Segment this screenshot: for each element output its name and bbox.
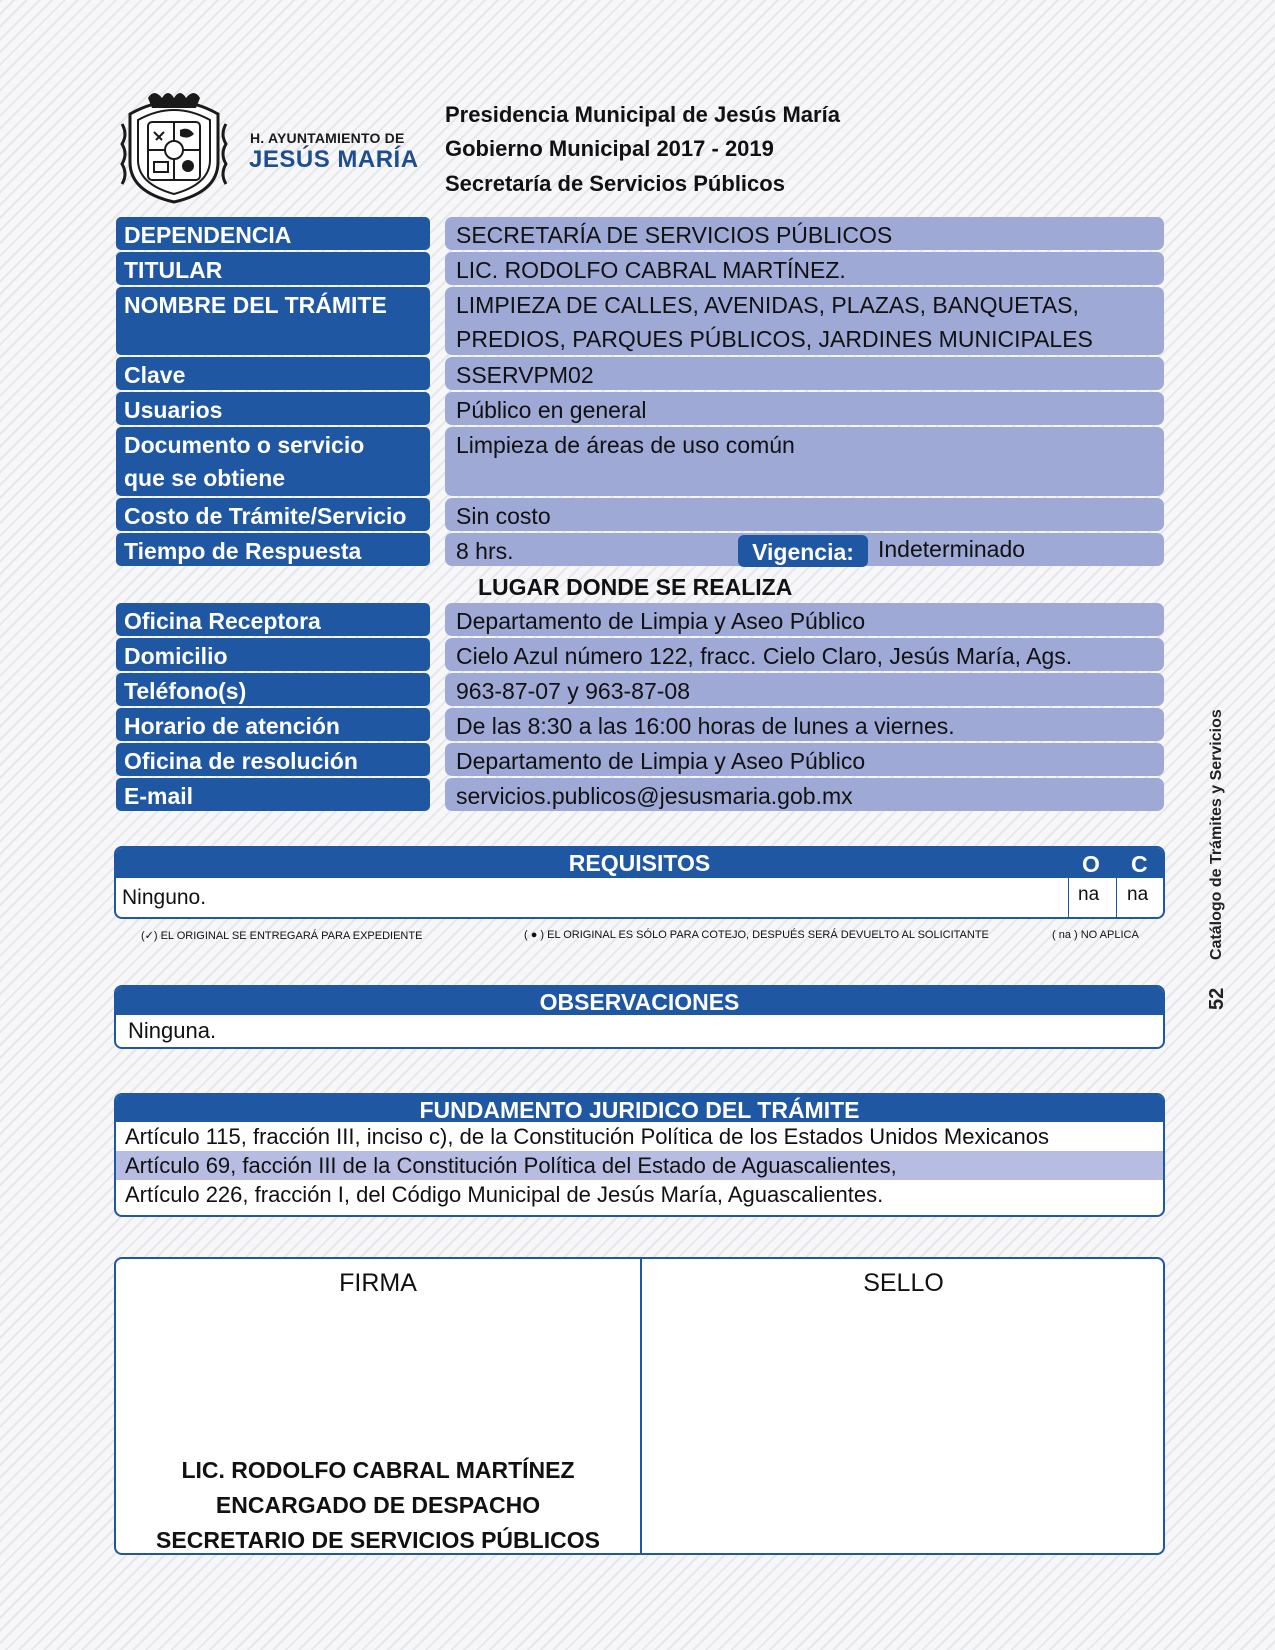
- requisitos-header: [116, 848, 1163, 878]
- value-dependencia: SECRETARÍA DE SERVICIOS PÚBLICOS: [445, 217, 1164, 250]
- header-presidencia: Presidencia Municipal de Jesús María: [445, 102, 840, 127]
- firma-sello-box: [114, 1257, 1165, 1555]
- label-clave: Clave: [116, 357, 430, 390]
- requisitos-title: REQUISITOS: [568, 850, 711, 876]
- label-documento-line1: Documento o servicio: [124, 432, 365, 458]
- value-oficina-receptora: Departamento de Limpia y Aseo Público: [445, 603, 1164, 636]
- label-domicilio: Domicilio: [116, 638, 430, 671]
- fundamento-title: FUNDAMENTO JURIDICO DEL TRÁMITE: [116, 1095, 1163, 1122]
- fundamento-row-3: Artículo 226, fracción I, del Código Municipal de Jesús María, Aguascalientes.: [125, 1182, 884, 1207]
- label-vigencia: Vigencia:: [738, 535, 868, 567]
- requisitos-item: Ninguno.: [122, 886, 207, 909]
- firma-sello-divider: [640, 1259, 642, 1555]
- note-no-aplica: ( na ) NO APLICA: [1052, 929, 1139, 941]
- page-number: 52: [1206, 987, 1228, 1010]
- value-horario: De las 8:30 a las 16:00 horas de lunes a viernes.: [445, 708, 1164, 741]
- value-domicilio: Cielo Azul número 122, fracc. Cielo Claro, Jesús María, Ags.: [445, 638, 1164, 671]
- label-titular: TITULAR: [116, 252, 430, 285]
- observaciones-box: [114, 985, 1165, 1049]
- value-telefono: 963-87-07 y 963-87-08: [445, 673, 1164, 706]
- value-oficina-resolucion: Departamento de Limpia y Aseo Público: [445, 743, 1164, 776]
- value-nombre-line1: LIMPIEZA DE CALLES, AVENIDAS, PLAZAS, BANQUETAS,: [456, 292, 1079, 318]
- header-secretaria: Secretaría de Servicios Públicos: [445, 171, 785, 196]
- requisitos-row: [116, 878, 1163, 919]
- lugar-title: LUGAR DONDE SE REALIZA: [478, 574, 793, 600]
- requisitos-col-c: C: [1131, 851, 1148, 877]
- requisitos-divider-c: [1116, 878, 1117, 919]
- label-usuarios: Usuarios: [116, 392, 430, 425]
- value-clave: SSERVPM02: [445, 357, 1164, 390]
- label-nombre-tramite: NOMBRE DEL TRÁMITE: [116, 287, 430, 355]
- firma-label: FIRMA: [339, 1269, 417, 1297]
- firma-signatory: [116, 1453, 640, 1555]
- requisitos-col-o: O: [1082, 851, 1100, 877]
- catalog-title: Catálogo de Trámites y Servicios: [1208, 709, 1225, 960]
- value-nombre-line2: PREDIOS, PARQUES PÚBLICOS, JARDINES MUNICIPALES: [456, 326, 1093, 352]
- value-usuarios: Público en general: [445, 392, 1164, 425]
- requisitos-divider-o: [1068, 878, 1069, 919]
- header-gobierno: Gobierno Municipal 2017 - 2019: [445, 136, 774, 161]
- value-titular: LIC. RODOLFO CABRAL MARTÍNEZ.: [445, 252, 1164, 285]
- label-email: E-mail: [116, 778, 430, 811]
- label-telefono: Teléfono(s): [116, 673, 430, 706]
- value-documento: Limpieza de áreas de uso común: [445, 427, 1164, 496]
- signatory-role-2: SECRETARIO DE SERVICIOS PÚBLICOS: [156, 1527, 600, 1553]
- requisitos-c-value: na: [1127, 884, 1149, 905]
- label-oficina-resolucion: Oficina de resolución: [116, 743, 430, 776]
- requisitos-o-value: na: [1078, 884, 1100, 905]
- logo-name: JESÚS MARÍA: [249, 146, 419, 173]
- label-tiempo-respuesta: Tiempo de Respuesta: [116, 533, 430, 566]
- value-tiempo-respuesta: 8 hrs.: [445, 533, 1164, 566]
- signatory-name: LIC. RODOLFO CABRAL MARTÍNEZ: [181, 1457, 575, 1483]
- sello-label: SELLO: [863, 1269, 944, 1297]
- label-documento-line2: que se obtiene: [124, 465, 286, 491]
- logo-subtitle: H. AYUNTAMIENTO DE: [250, 130, 405, 146]
- label-dependencia: DEPENDENCIA: [116, 217, 430, 250]
- observaciones-title: OBSERVACIONES: [116, 987, 1163, 1015]
- fundamento-box: [114, 1093, 1165, 1217]
- label-costo: Costo de Trámite/Servicio: [116, 498, 430, 531]
- note-original-cotejo: ( ● ) EL ORIGINAL ES SÓLO PARA COTEJO, DESPUÉS SERÁ DEVUELTO AL SOLICITANTE: [524, 929, 989, 941]
- label-documento: [116, 427, 430, 496]
- value-email[interactable]: servicios.publicos@jesusmaria.gob.mx: [445, 778, 1164, 811]
- value-vigencia: Indeterminado: [878, 536, 1026, 562]
- label-horario: Horario de atención: [116, 708, 430, 741]
- observaciones-text: Ninguna.: [128, 1018, 217, 1043]
- fundamento-row-2: Artículo 69, facción III de la Constitución Política del Estado de Aguascalientes,: [116, 1151, 1163, 1180]
- note-original-expediente: (✓) EL ORIGINAL SE ENTREGARÁ PARA EXPEDIENTE: [141, 930, 423, 942]
- signatory-role-1: ENCARGADO DE DESPACHO: [215, 1492, 541, 1518]
- fundamento-row-1: Artículo 115, fracción III, inciso c), de la Constitución Política de los Estados Unidos Mexicanos: [125, 1124, 1050, 1149]
- value-costo: Sin costo: [445, 498, 1164, 531]
- label-oficina-receptora: Oficina Receptora: [116, 603, 430, 636]
- value-nombre-tramite: [445, 287, 1164, 355]
- requisitos-table: [114, 846, 1165, 919]
- crest-icon: [118, 84, 230, 204]
